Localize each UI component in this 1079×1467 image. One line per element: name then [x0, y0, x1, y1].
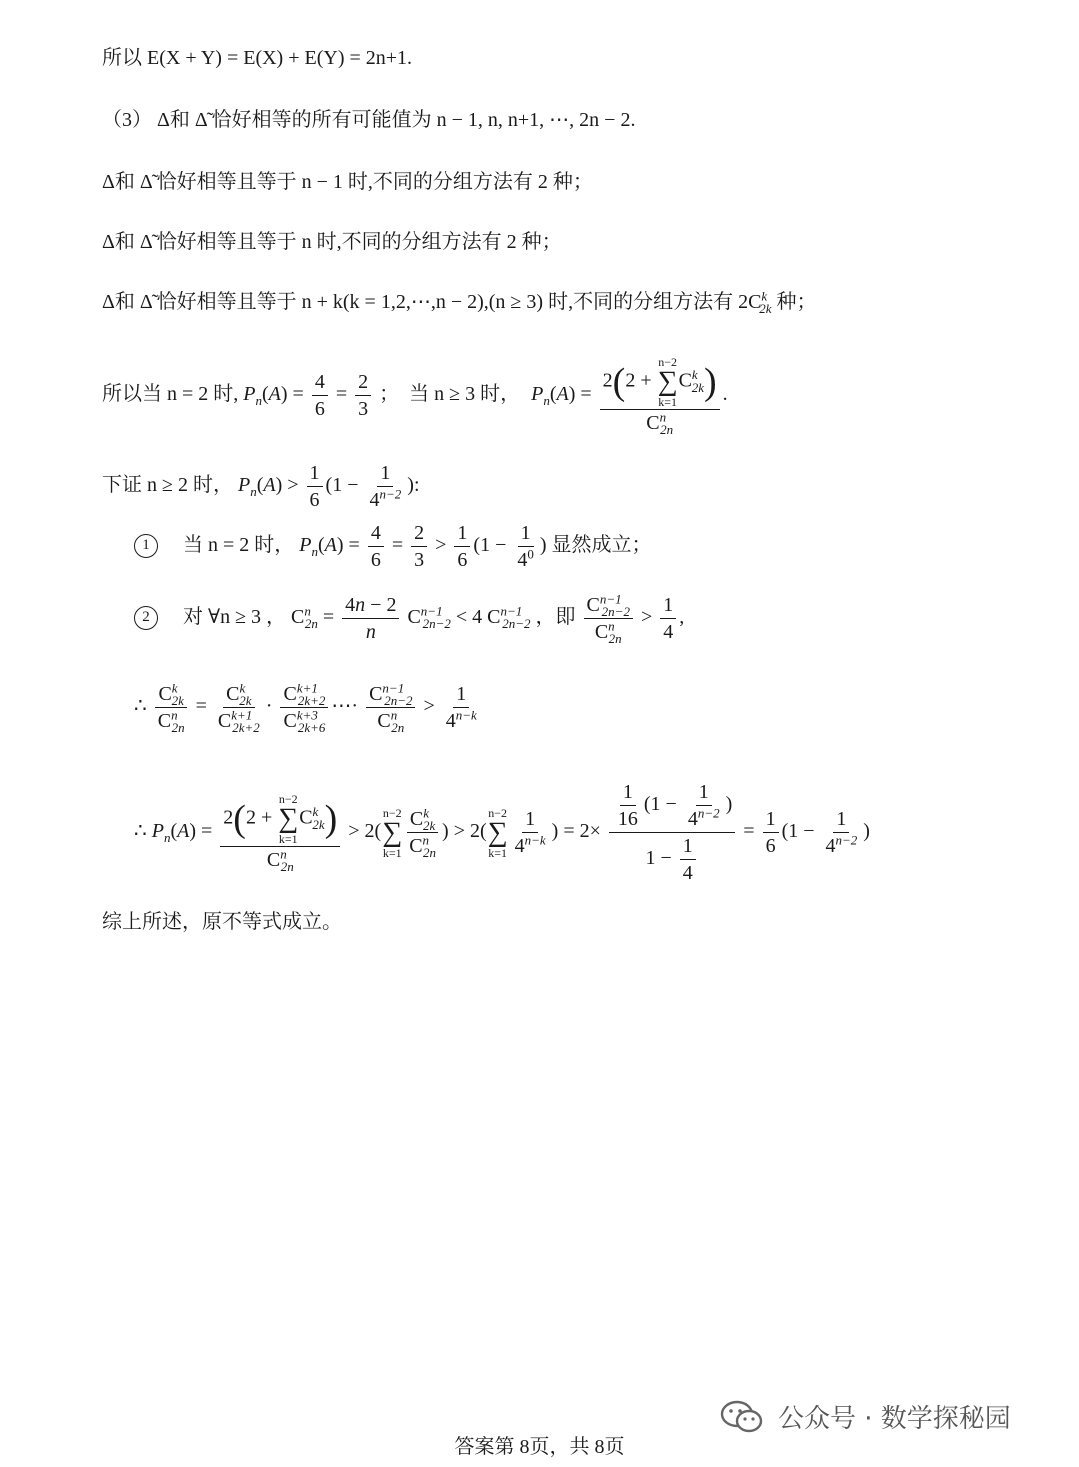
- line-6-text: 所以当 n = 2 时,: [102, 383, 244, 406]
- page-footer: 答案第 8页，共 8页: [454, 1436, 625, 1458]
- line-12: [102, 908, 1039, 936]
- pn-formula: $P_n(A)$ = 2(2 + n−2 ∑ k=1 $C^k_{2k}$) $C^n_{2n}$ .: [531, 355, 728, 437]
- line-7-text: 下证 n ≥ 2 时，: [102, 474, 233, 496]
- line-2-text: （3） Δ和 Δ̃ 恰好相等的所有可能值为 n − 1, n, n+1, ⋯, 2n − 2.: [102, 109, 636, 131]
- fraction: $\frac{2}{3}$: [355, 370, 371, 421]
- line-8: 1 当 n = 2 时， $P_n(A)$ = $\frac{4}{6}$ = $\frac{2}{3}$ > $\frac{1}{6}$ (1 − $\frac{1}{4^0}$ ) 显然成立；: [134, 520, 1039, 572]
- line-2: [102, 106, 1039, 134]
- fraction: $\frac{4}{6}$: [312, 370, 328, 421]
- watermark-text: 公众号 · 数学探秘园: [778, 1404, 1011, 1434]
- line-7: 下证 n ≥ 2 时， $P_n(A)$ > $\frac{1}{6}$ (1 − $\frac{1}{4^{n-2}}$ ):: [102, 461, 420, 511]
- line-5-tail: 种；: [771, 291, 817, 313]
- line-12-text: 综上所述，原不等式成立。: [102, 911, 342, 933]
- step-1-marker: 1: [134, 534, 158, 558]
- line-4: [102, 228, 1039, 256]
- line-1-text: 所以 E(X + Y) = E(X) + E(Y) = 2n+1.: [102, 47, 413, 69]
- line-1: [102, 44, 1039, 72]
- line-6: 所以当 n = 2 时, $P_n(A)$ = $\frac{4}{6}$ = $\frac{2}{3}$ ； 当 n ≥ 3 时， $P_n(A)$ = 2(2 + n−2 ∑ k=1 $C^k_{2k}$) $C^n_{2n}$ .: [102, 355, 728, 437]
- line-9-text: 对 ∀n ≥ 3 ，: [183, 606, 287, 628]
- line-10: ∴ $\frac{C^k_{2k}}{C^n_{2n}}$ = $\frac{C^k_{2k}}{C^{k+1}_{2k+2}}$ · $\frac{C^{k+1}_{2k+2}}{C^{k+3}_{2k+6}}$ ⋯· $\frac{C^{n-1}_{2n-2}}{C^n_{2n}}$ > $\frac{1}{4^{n-k}}$: [134, 680, 477, 735]
- line-4-text: Δ和 Δ̃ 恰好相等且等于 n 时,不同的分组方法有 2 种；: [102, 231, 562, 253]
- line-9: 2 对 ∀n ≥ 3 ， $C^n_{2n}$ = $\frac{4n - 2}{n}$ $C^{n-1}_{2n-2} < 4$ $C^{n-1}_{2n-2}$ ，即 $\frac{C^{n-1}_{2n-2}}{C^n_{2n}}$ > $\frac{1}{4}$ ,: [134, 590, 1039, 644]
- line-5: Δ和 Δ̃ 恰好相等且等于 n + k(k = 1,2,⋯,n − 2),(n ≥ 3) 时,不同的分组方法有 $2C^k_{2k}$ 种；: [102, 288, 817, 316]
- line-6-mid: ； 当 n ≥ 3 时，: [379, 383, 521, 406]
- line-3-text: Δ和 Δ̃ 恰好相等且等于 n − 1 时,不同的分组方法有 2 种；: [102, 171, 593, 193]
- line-11: ∴ $P_n(A)$ = 2(2 + n−2 ∑ k=1 $C^k_{2k}$) $C^n_{2n}$ > 2( n−2 ∑ k=1 $\frac{C^k_{2k}}{C^n_{2n}}$ ) > 2( n−2 ∑ k=1 $\frac{1}{4^{n-k}}$ ) = 2× $\frac{1}{16}$ (1 − $\frac{1}{4^{n-2}}$ ) 1 − $\frac{1}{4}$ = $\frac{1}{6}$ (1 − $\frac{1}{4^{n-2}}$ ): [134, 781, 870, 884]
- line-5-text: Δ和 Δ̃ 恰好相等且等于 n + k(k = 1,2,⋯,n − 2),(n ≥ 3) 时,不同的分组方法有 2C: [102, 291, 762, 313]
- line-8-text: 当 n = 2 时，: [183, 534, 295, 556]
- step-2-marker: 2: [134, 606, 158, 630]
- line-9-mid: ，即: [535, 606, 576, 628]
- line-3: [102, 168, 1039, 196]
- line-8-tail: 显然成立；: [551, 534, 652, 556]
